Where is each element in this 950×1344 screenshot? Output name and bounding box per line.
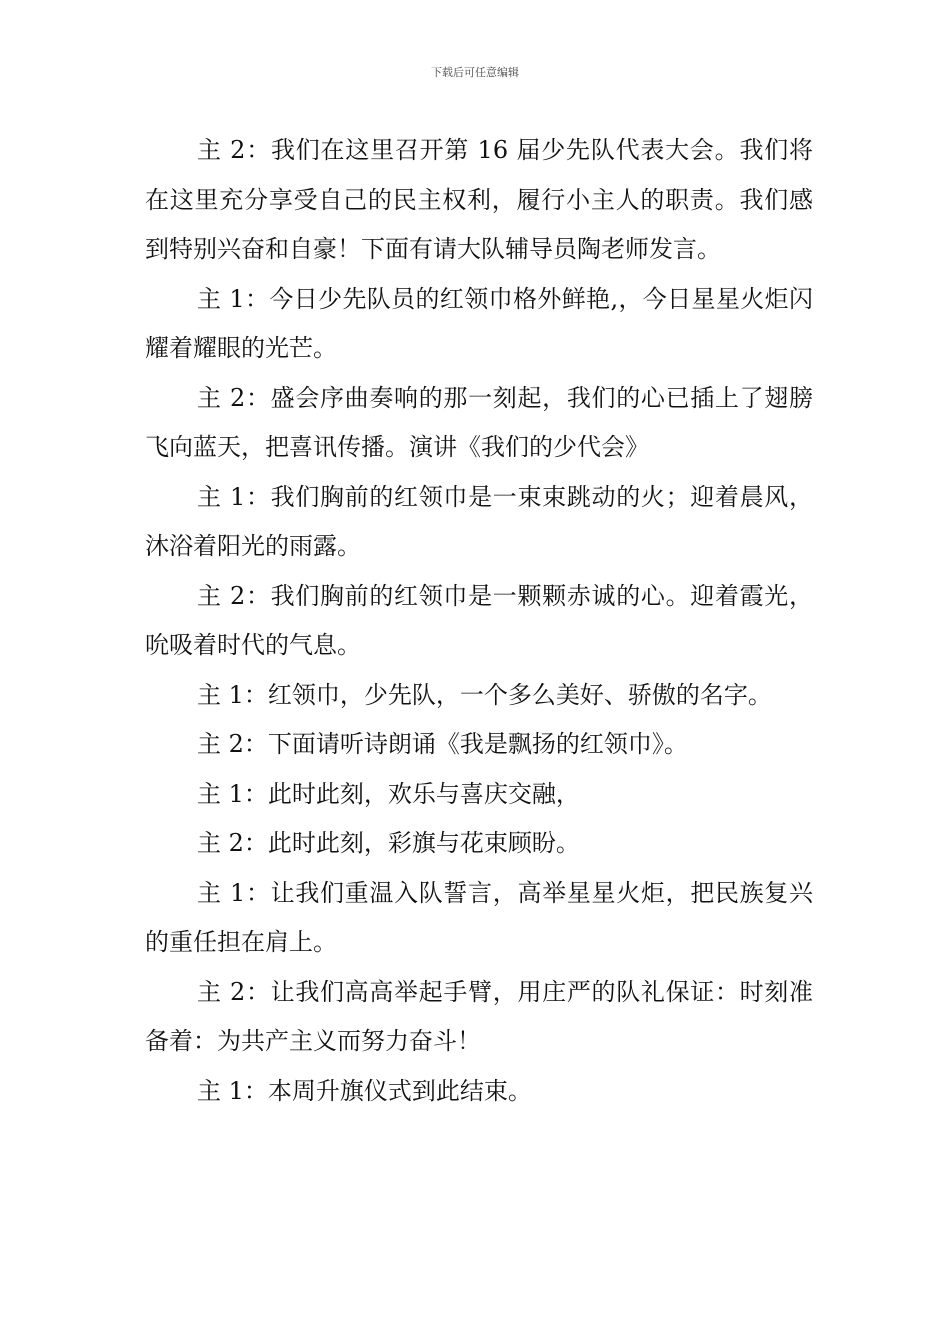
paragraph-10: 主 1：让我们重温入队誓言，高举星星火炬，把民族复兴的重任担在肩上。 xyxy=(145,878,813,956)
page-header: 下载后可任意编辑 xyxy=(431,66,519,79)
paragraph-1: 主 2：我们在这里召开第 16 届少先队代表大会。我们将在这里充分享受自己的民主权利，履行小主人的职责。我们感到特别兴奋和自豪！下面有请大队辅导员陶老师发言。 xyxy=(145,136,813,263)
paragraph-3: 主 2：盛会序曲奏响的那一刻起，我们的心已插上了翅膀飞向蓝天，把喜讯传播。演讲《我们的少代会》 xyxy=(145,383,813,461)
paragraph-8: 主 1：此时此刻，欢乐与喜庆交融， xyxy=(197,779,580,808)
paragraph-6: 主 1：红领巾，少先队，一个多么美好、骄傲的名字。 xyxy=(197,680,772,709)
paragraph-4: 主 1：我们胸前的红领巾是一束束跳动的火；迎着晨风，沐浴着阳光的雨露。 xyxy=(145,482,813,560)
paragraph-9: 主 2：此时此刻，彩旗与花束顾盼。 xyxy=(197,829,580,857)
document-body xyxy=(145,126,813,1116)
paragraph-7: 主 2：下面请听诗朗诵《我是飘扬的红领巾》。 xyxy=(197,730,688,758)
paragraph-5: 主 2：我们胸前的红领巾是一颗颗赤诚的心。迎着霞光，吮吸着时代的气息。 xyxy=(145,581,813,659)
paragraph-11: 主 2：让我们高高举起手臂，用庄严的队礼保证：时刻准备着：为共产主义而努力奋斗！ xyxy=(145,977,813,1055)
paragraph-2: 主 1：今日少先队员的红领巾格外鲜艳,，今日星星火炬闪耀着耀眼的光芒。 xyxy=(145,284,813,362)
paragraph-12: 主 1：本周升旗仪式到此结束。 xyxy=(197,1076,532,1105)
